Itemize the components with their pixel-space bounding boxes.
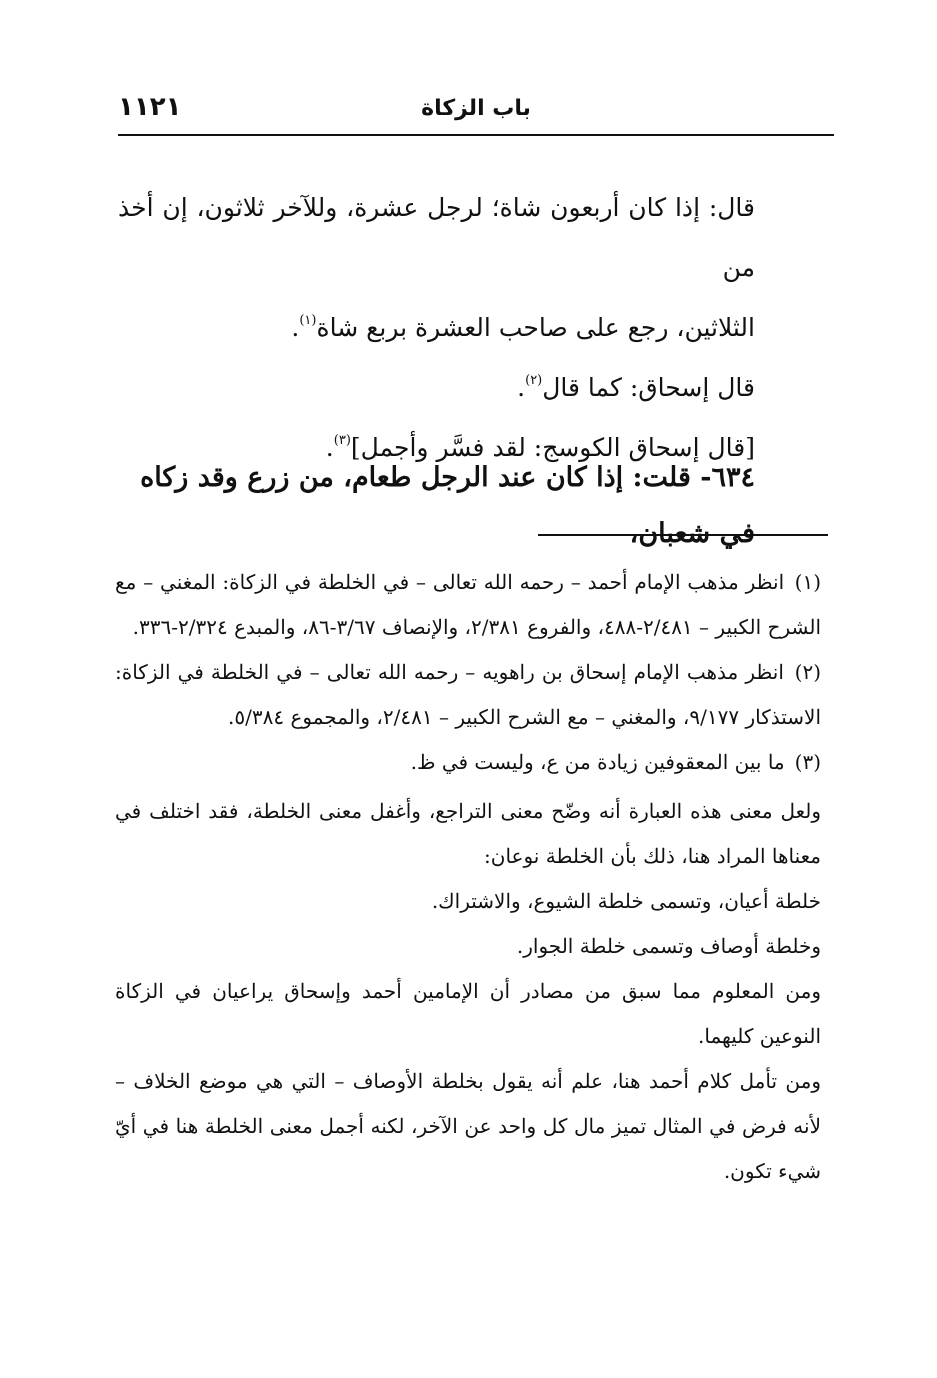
chapter-title: باب الزكاة bbox=[421, 96, 531, 121]
footnote-divider bbox=[538, 534, 828, 536]
main-text bbox=[118, 178, 755, 478]
footnotes bbox=[115, 560, 821, 1194]
footnote-1 bbox=[115, 560, 821, 650]
footnote-1-text: انظر مذهب الإمام أحمد – رحمه الله تعالى – في الخلطة في الزكاة: المغني – مع الشرح الكبير – ٢/٤٨١-٤٨٨، والفروع ٢/٣٨١، والإنصاف ٣/٦٧-٨٦، والمبدع ٢/٣٢٤-٣٣٦. bbox=[115, 570, 821, 639]
main-line-3: قال إسحاق: كما قال$^{(٢)}$. bbox=[517, 373, 755, 402]
footnote-1-marker: (١) bbox=[794, 570, 822, 594]
footnote-ref-2: (٢) bbox=[525, 373, 543, 388]
commentary-paragraph: وخلطة أوصاف وتسمى خلطة الجوار. bbox=[516, 934, 821, 958]
question-634: ٦٣٤- قلت: إذا كان عند الرجل طعام، من زرع وقد زكاه في شعبان، bbox=[140, 462, 755, 549]
footnote-ref-1: (١) bbox=[299, 313, 317, 328]
footnote-3-text: ما بين المعقوفين زيادة من ع، وليست في ظ. bbox=[410, 750, 785, 774]
commentary-paragraph: ولعل معنى هذه العبارة أنه وضّح معنى التراجع، وأغفل معنى الخلطة، فقد اختلف في معناها المراد هنا، ذلك بأن الخلطة نوعان: bbox=[115, 799, 821, 868]
commentary-paragraph: ومن المعلوم مما سبق من مصادر أن الإمامين أحمد وإسحاق يراعيان في الزكاة النوعين كليهما. bbox=[115, 979, 821, 1048]
running-header bbox=[118, 90, 834, 136]
main-line-2: الثلاثين، رجع على صاحب العشرة بربع شاة$^{(١)}$. bbox=[291, 313, 755, 342]
page-number: ١١٢١ bbox=[118, 92, 182, 122]
main-line-1: قال: إذا كان أربعون شاة؛ لرجل عشرة، وللآخر ثلاثون، إن أخذ من bbox=[118, 193, 755, 282]
main-line-4: [قال إسحاق الكوسج: لقد فسَّر وأجمل]$^{(٣)}$. bbox=[325, 433, 755, 462]
footnote-3-commentary bbox=[115, 789, 821, 1194]
footnote-3 bbox=[115, 740, 821, 785]
footnote-3-marker: (٣) bbox=[794, 750, 821, 774]
footnote-2-text: انظر مذهب الإمام إسحاق بن راهويه – رحمه الله تعالى – في الخلطة في الزكاة: الاستذكار ٩/١٧٧، والمغني – مع الشرح الكبير – ٢/٤٨١، والمجموع ٥/٣٨٤. bbox=[115, 660, 821, 729]
footnote-ref-3: (٣) bbox=[333, 433, 351, 448]
footnote-2 bbox=[115, 650, 821, 740]
commentary-paragraph: خلطة أعيان، وتسمى خلطة الشيوع، والاشتراك. bbox=[431, 889, 821, 913]
commentary-paragraph: ومن تأمل كلام أحمد هنا، علم أنه يقول بخلطة الأوصاف – التي هي موضع الخلاف – لأنه فرض في المثال تميز مال كل واحد عن الآخر، لكنه أجمل معنى الخلطة هنا في أيّ شيء تكون. bbox=[115, 1069, 821, 1183]
footnote-2-marker: (٢) bbox=[794, 660, 822, 684]
